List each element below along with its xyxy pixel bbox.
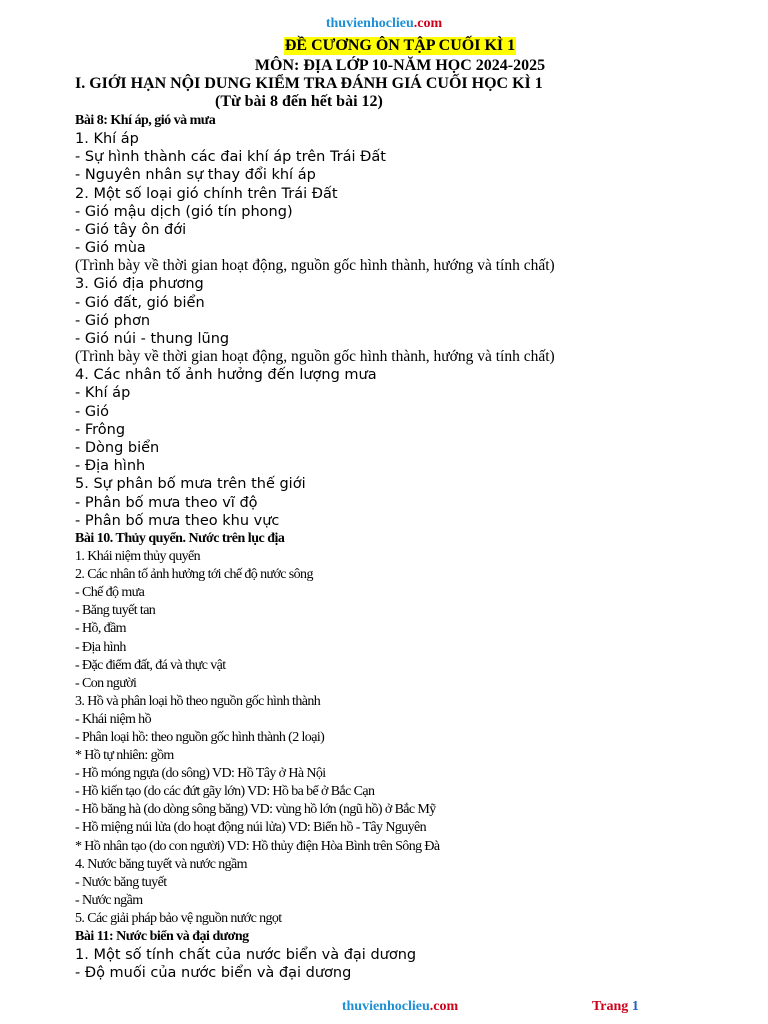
list-item: 1. Một số tính chất của nước biển và đại dương [75,947,417,964]
list-item: - Gió mùa [75,240,146,257]
list-item: - Sự hình thành các đai khí áp trên Trái Đất [75,149,386,166]
note-text: (Trình bày về thời gian hoạt động, nguồn gốc hình thành, hướng và tính chất) [75,348,555,366]
list-item: * Hồ nhân tạo (do con người) VD: Hồ thủy điện Hòa Bình trên Sông Đà [75,838,440,854]
document-subject: MÔN: ĐỊA LỚP 10-NĂM HỌC 2024-2025 [254,57,546,74]
lesson10-heading: Bài 10. Thủy quyển. Nước trên lục địa [75,531,285,547]
list-item: - Gió mậu dịch (gió tín phong) [75,203,293,220]
section1-heading: I. GIỚI HẠN NỘI DUNG KIỂM TRA ĐÁNH GIÁ CUỐI HỌC KÌ 1 [75,75,543,92]
list-item: 1. Khí áp [75,131,139,147]
list-item: - Hồ băng hà (do dòng sông băng) VD: vùng hồ lớn (ngũ hồ) ở Bắc Mỹ [75,802,436,818]
list-item: - Gió núi - thung lũng [75,331,230,348]
note-text: (Trình bày về thời gian hoạt động, nguồn gốc hình thành, hướng và tính chất) [75,257,555,275]
title-line1-wrap [0,37,768,55]
list-item: 2. Một số loại gió chính trên Trái Đất [75,185,338,202]
list-item: - Hồ móng ngựa (do sông) VD: Hồ Tây ở Hà Nội [75,766,326,782]
site-name-main: thuvienhoclieu [325,16,414,31]
list-item: - Phân bố mưa theo khu vực [75,512,280,529]
page-label: Trang [592,999,629,1014]
list-item: - Nước ngầm [75,892,143,908]
list-item: - Gió [75,403,109,420]
list-item: - Khí áp [75,385,131,402]
list-item: - Băng tuyết tan [75,603,156,619]
header-site-name[interactable] [0,16,768,32]
list-item: - Hồ miệng núi lửa (do hoạt động núi lửa) VD: Biển hồ - Tây Nguyên [75,820,427,836]
list-item: - Chế độ mưa [75,585,145,601]
list-item: - Hồ kiến tạo (do các đứt gãy lớn) VD: Hồ ba bể ở Bắc Cạn [75,784,375,800]
list-item: - Phân bố mưa theo vĩ độ [75,494,258,511]
site-name-tld: .com [413,16,443,31]
list-item: - Frông [75,421,126,438]
footer-site-main: thuvienhoclieu [341,999,430,1014]
lesson11-heading: Bài 11: Nước biển và đại dương [75,929,249,945]
list-item: 2. Các nhân tố ảnh hưởng tới chế độ nước sông [75,567,313,583]
document-title: ĐỀ CƯƠNG ÔN TẬP CUỐI KÌ 1 [284,37,516,54]
list-item: 3. Hồ và phân loại hồ theo nguồn gốc hình thành [75,693,321,709]
list-item: 4. Các nhân tố ảnh hưởng đến lượng mưa [75,367,377,384]
list-item: 5. Các giải pháp bảo vệ nguồn nước ngọt [75,910,282,926]
list-item: - Gió tây ôn đới [75,222,187,239]
list-item: 4. Nước băng tuyết và nước ngầm [75,856,247,872]
list-item: - Nguyên nhân sự thay đổi khí áp [75,167,316,184]
list-item: * Hồ tự nhiên: gồm [75,748,174,764]
list-item: - Phân loại hồ: theo nguồn gốc hình thành (2 loại) [75,730,325,745]
list-item: - Gió phơn [75,312,151,329]
list-item: 1. Khái niệm thủy quyển [75,549,201,565]
list-item: - Hồ, đầm [75,621,126,637]
section1-subheading: (Từ bài 8 đến hết bài 12) [215,93,383,110]
list-item: - Độ muối của nước biển và đại dương [75,965,352,982]
list-item: - Khái niệm hồ [75,711,151,727]
list-item: - Con người [75,675,137,691]
page-indicator [592,999,639,1015]
list-item: 5. Sự phân bố mưa trên thế giới [75,476,306,493]
list-item: - Đặc điểm đất, đá và thực vật [75,657,226,673]
list-item: - Địa hình [75,639,126,655]
list-item: - Dòng biển [75,440,160,457]
lesson8-heading: Bài 8: Khí áp, gió và mưa [75,113,216,128]
footer-site-tld: .com [429,999,459,1014]
list-item: - Gió đất, gió biển [75,294,205,311]
document-body [75,112,755,982]
list-item: - Nước băng tuyết [75,874,167,890]
list-item: 3. Gió địa phương [75,276,204,293]
list-item: - Địa hình [75,458,146,475]
page-number: 1 [631,999,639,1014]
footer-site-name[interactable] [0,999,768,1015]
